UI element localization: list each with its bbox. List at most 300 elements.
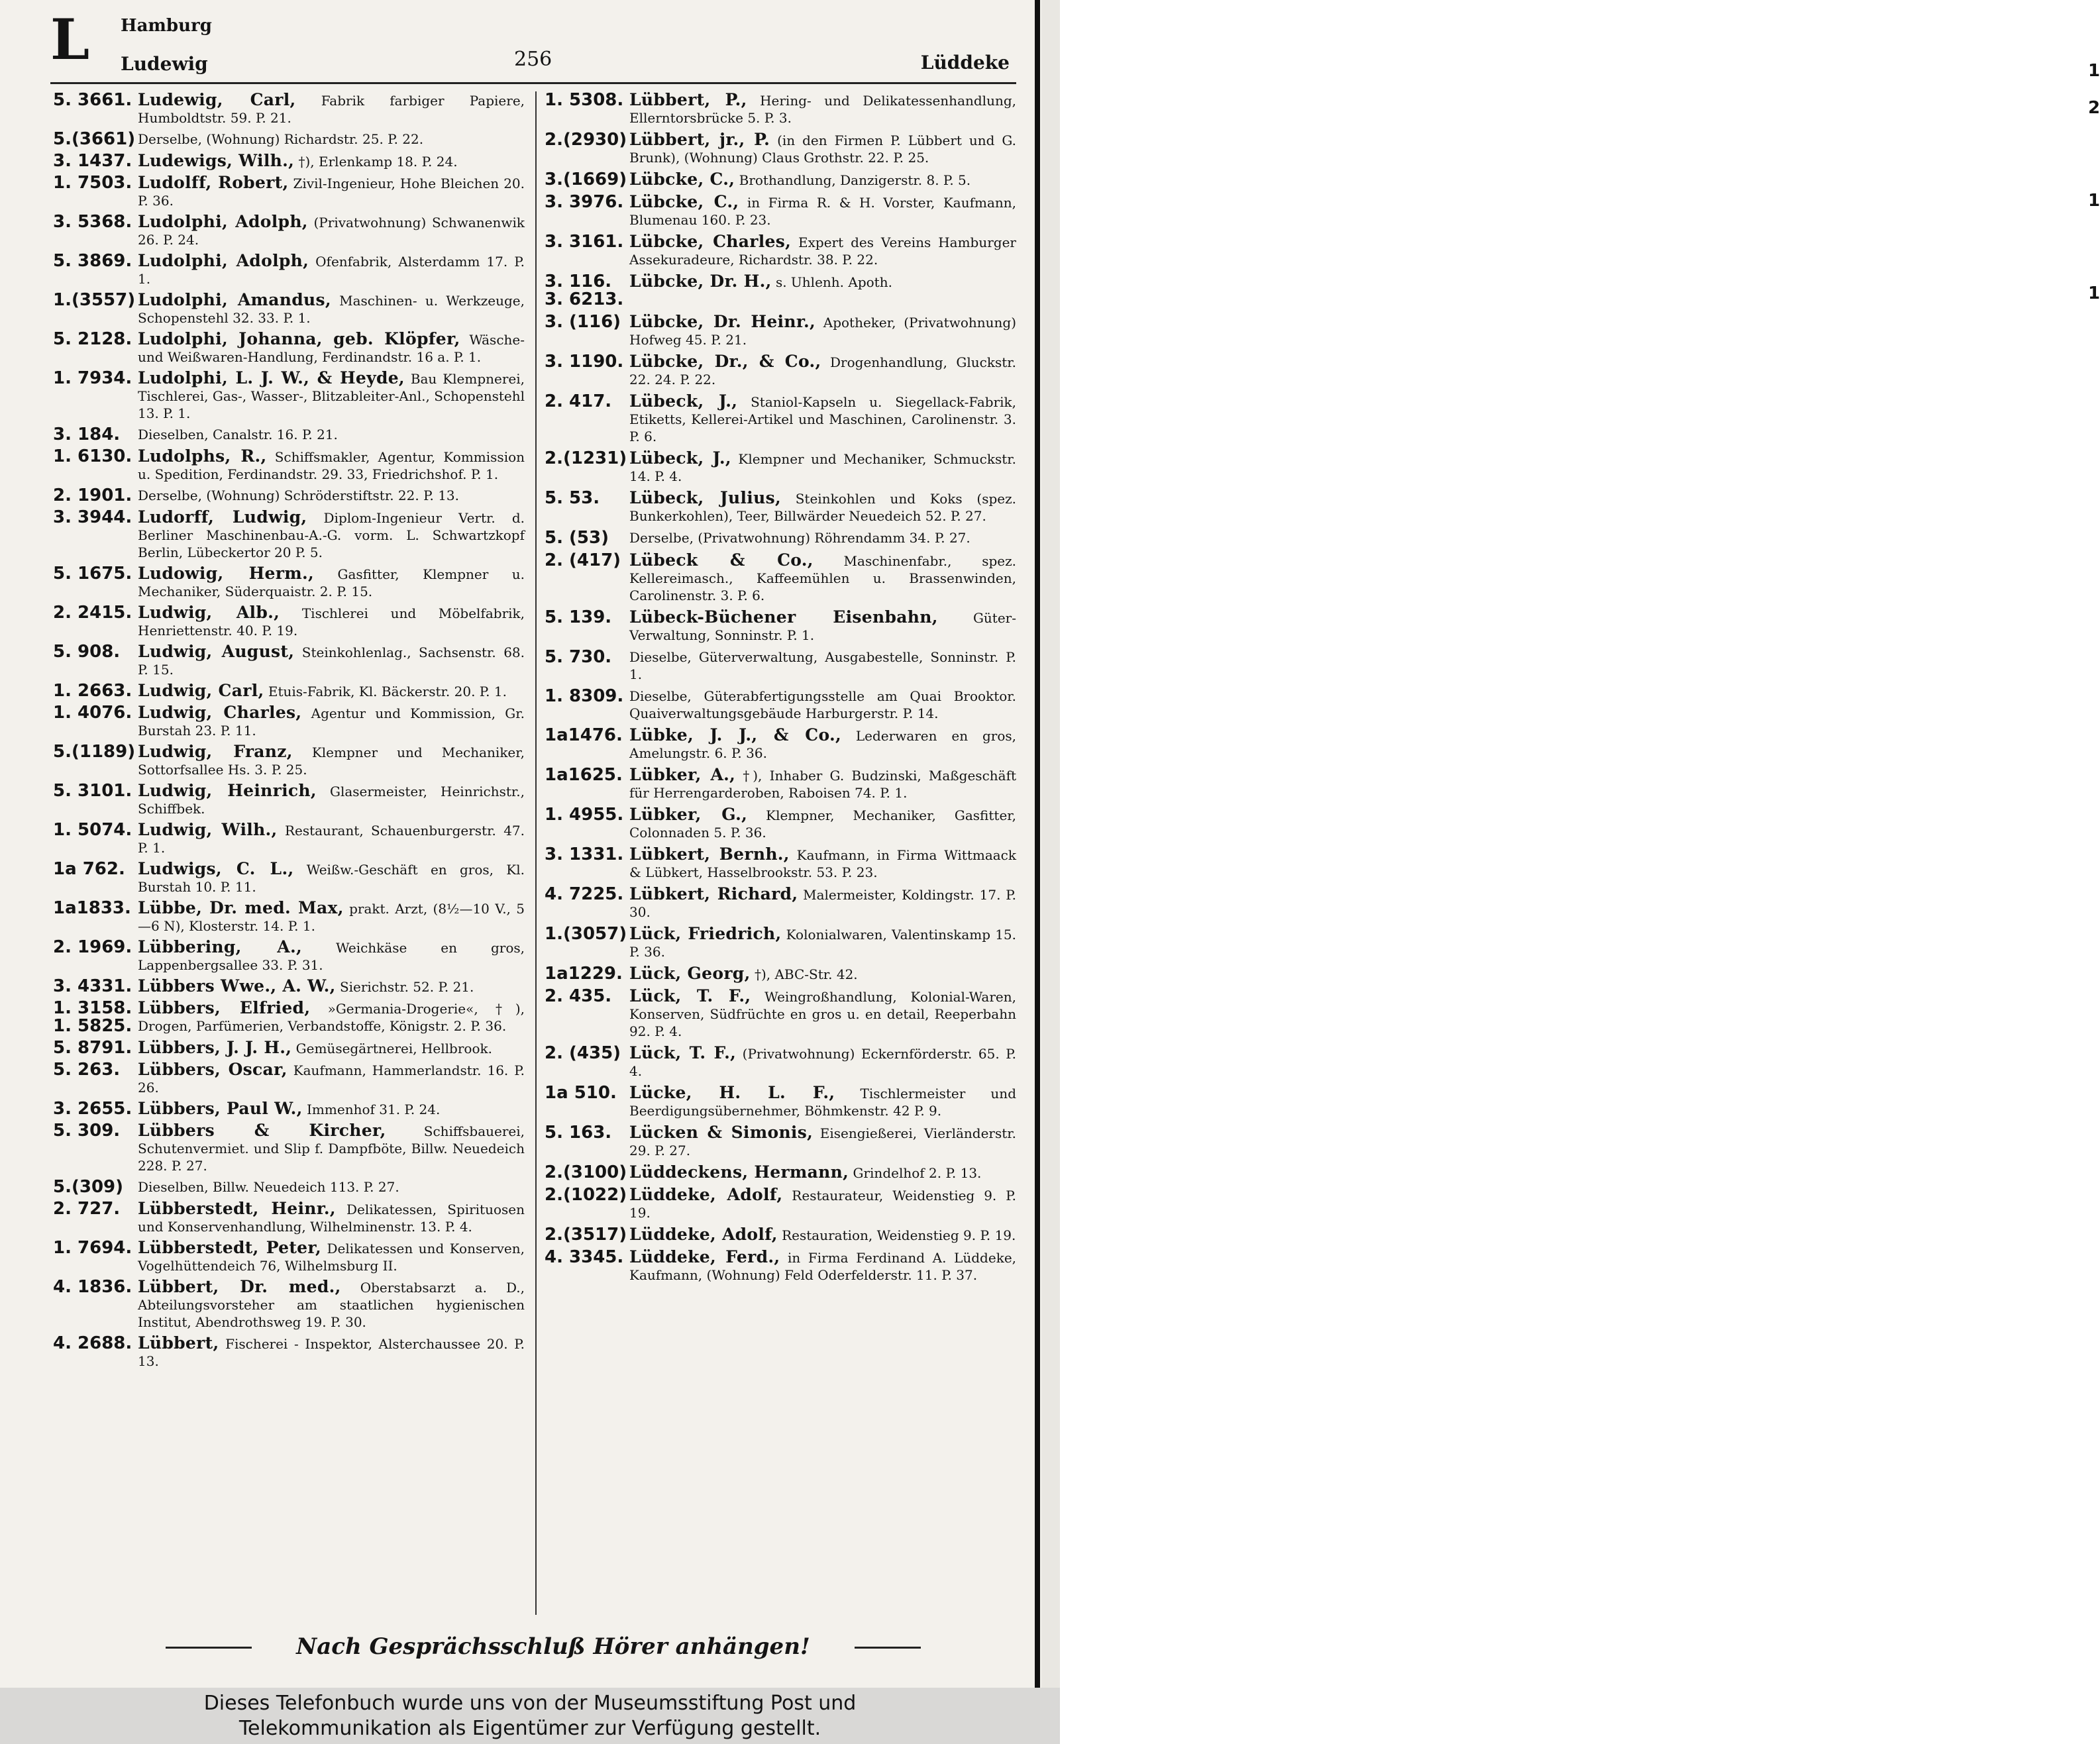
subscriber-details: prakt. Arzt, (8½—10 V., 5—6 N), Klosterstr. 14. P. 1. (138, 901, 525, 934)
phone-number (53, 426, 138, 444)
directory-entry (53, 91, 525, 127)
entry-text (138, 978, 525, 996)
phone-number (545, 193, 629, 211)
phone-number (545, 1045, 629, 1062)
subscriber-name: Lübeck, J., (629, 448, 731, 468)
entry-text (138, 174, 525, 209)
phone-number (545, 1164, 629, 1182)
subscriber-name: Lübker, G., (629, 805, 748, 824)
phone-number (545, 609, 629, 627)
directory-entry (53, 448, 525, 483)
subscriber-name: Lück, Georg, (629, 964, 751, 983)
entry-text (138, 331, 525, 366)
subscriber-details: Derselbe, (Wohnung) Richardstr. 25. P. 22. (138, 131, 424, 147)
directory-entry (545, 1186, 1016, 1221)
phone-number-line: 4. 2688. (53, 1333, 132, 1353)
directory-entry (545, 193, 1016, 229)
phone-number-line: 5.(309) (53, 1177, 124, 1197)
phone-number (545, 273, 629, 309)
subscriber-details: Apotheker, (Privatwohnung) Hofweg 45. P. 21. (629, 315, 1016, 348)
subscriber-details: Derselbe, (Wohnung) Schröderstiftstr. 22. P. 13. (138, 487, 459, 503)
phone-number (545, 91, 629, 109)
entry-text (629, 1249, 1016, 1284)
subscriber-details: Steinkohlen und Koks (spez. Bunkerkohlen), Teer, Billwärder Neuedeich 52. P. 27. (629, 491, 1016, 524)
entry-text (138, 704, 525, 739)
phone-number-line: 1a 762. (53, 859, 125, 879)
directory-entry (53, 509, 525, 561)
phone-number-line: 3. 184. (53, 425, 121, 444)
directory-entry (545, 688, 1016, 722)
directory-entry (53, 821, 525, 856)
entry-text (138, 565, 525, 600)
phone-number (545, 353, 629, 371)
phone-number (545, 727, 629, 744)
subscriber-details: Staniol-Kapseln u. Siegellack-Fabrik, Etiketts, Kellerei-Artikel und Maschinen, Carolinenstr. 3. P. 6. (629, 394, 1016, 444)
phone-number (53, 682, 138, 700)
phone-number (53, 743, 138, 761)
entry-text (629, 91, 1016, 127)
adjacent-page-digit: 1 (2088, 61, 2100, 81)
directory-entry (53, 213, 525, 248)
directory-entry (545, 1045, 1016, 1080)
subscriber-name: Lübbers, Elfried, (138, 998, 311, 1017)
subscriber-name: Lübeck-Büchener Eisenbahn, (629, 607, 938, 627)
directory-entry (545, 171, 1016, 189)
phone-number (545, 1124, 629, 1142)
entry-text (138, 370, 525, 422)
entry-text (629, 1226, 1016, 1244)
entry-text (138, 213, 525, 248)
subscriber-details: (Privatwohnung) Schwanenwik 26. P. 24. (138, 215, 525, 248)
phone-number-line: 2. 727. (53, 1199, 121, 1219)
phone-number-line: 1. 7694. (53, 1238, 132, 1258)
subscriber-name: Lübcke, Dr. H., (629, 272, 772, 291)
phone-number (53, 782, 138, 800)
entry-text (138, 291, 525, 327)
phone-number-line: 2. 1901. (53, 486, 132, 505)
subscriber-name: Ludolphi, Amandus, (138, 290, 331, 309)
directory-entry (53, 1061, 525, 1096)
phone-number-line: 3. 6213. (545, 289, 624, 309)
phone-number-line: 3. (116) (545, 312, 621, 332)
entry-text (138, 152, 525, 170)
city-name: Hamburg (121, 16, 212, 36)
phone-number-line: 2.(1231) (545, 448, 627, 468)
entry-text (629, 393, 1016, 445)
directory-entry (53, 331, 525, 366)
phone-number (53, 174, 138, 192)
directory-entry (53, 939, 525, 974)
directory-entry (53, 426, 525, 444)
subscriber-details: Glasermeister, Heinrichstr., Schiffbek. (138, 784, 525, 817)
phone-number (53, 213, 138, 231)
phone-number-line: 3.(1669) (545, 170, 627, 189)
directory-entry (545, 886, 1016, 921)
directory-entry (53, 291, 525, 327)
entry-text (629, 1124, 1016, 1159)
subscriber-name: Lübeck, J., (629, 391, 738, 411)
phone-number (53, 331, 138, 348)
entry-text (629, 886, 1016, 921)
directory-entry (53, 152, 525, 170)
subscriber-details: Hering- und Delikatessenhandlung, Ellerntorsbrücke 5. P. 3. (629, 93, 1016, 126)
subscriber-details: Dieselbe, Güterabfertigungsstelle am Quai Brooktor. Quaiverwaltungsgebäude Harburgerstr. P. 14. (629, 688, 1016, 721)
entry-text (629, 965, 1016, 983)
entry-text (629, 648, 1016, 683)
phone-number (545, 233, 629, 251)
entry-text (138, 1278, 525, 1331)
phone-number (53, 1178, 138, 1196)
phone-number-line: 2. (435) (545, 1043, 621, 1063)
phone-number (545, 688, 629, 705)
phone-number (53, 487, 138, 505)
subscriber-details: Tischlerei und Möbelfabrik, Henriettenstr. 40. P. 19. (138, 605, 525, 639)
phone-number-line: 1.(3557) (53, 290, 136, 310)
directory-entry (545, 806, 1016, 841)
directory-entry (53, 1000, 525, 1035)
phone-number-line: 5.(1189) (53, 742, 136, 762)
directory-entry (545, 965, 1016, 983)
phone-number (545, 552, 629, 570)
last-entry-name: Lüddeke (920, 52, 1010, 74)
subscriber-name: Lübkert, Richard, (629, 884, 798, 903)
subscriber-name: Lübberstedt, Heinr., (138, 1199, 336, 1218)
phone-number-line: 5. 3661. (53, 90, 132, 110)
entry-text (629, 988, 1016, 1040)
phone-number (545, 313, 629, 331)
phone-number (53, 643, 138, 661)
directory-entry (545, 552, 1016, 604)
directory-entry (53, 1122, 525, 1174)
entry-text (629, 609, 1016, 644)
directory-entry (53, 704, 525, 739)
entry-text (629, 273, 1016, 291)
entry-text (138, 130, 525, 148)
phone-number (53, 1278, 138, 1296)
phone-number-line: 1. 8309. (545, 686, 624, 706)
subscriber-details: Klempner und Mechaniker, Sottorfsallee Hs. 3. P. 25. (138, 744, 525, 778)
subscriber-name: Ludolphs, R., (138, 446, 267, 466)
entry-text (138, 682, 525, 700)
phone-number (53, 1039, 138, 1057)
subscriber-details: Weißw.-Geschäft en gros, Kl. Burstah 10. P. 11. (138, 862, 525, 895)
subscriber-details: Oberstabsarzt a. D., Abteilungsvorsteher am staatlichen hygienischen Institut, Abendrothsweg 19. P. 30. (138, 1280, 525, 1330)
entry-text (138, 1122, 525, 1174)
subscriber-details: Wäsche- und Weißwaren-Handlung, Ferdinandstr. 16 a. P. 1. (138, 332, 525, 365)
entry-text (629, 529, 1016, 546)
entry-text (138, 448, 525, 483)
phone-number-line: 1. 5308. (545, 90, 624, 110)
directory-entry (545, 1164, 1016, 1182)
footer-notice: Nach Gesprächsschluß Hörer anhängen! (296, 1633, 810, 1660)
entry-text (138, 1200, 525, 1235)
directory-entry (545, 273, 1016, 309)
directory-entry (545, 233, 1016, 268)
phone-number (545, 529, 629, 547)
entry-text (138, 1100, 525, 1118)
directory-entry (53, 1335, 525, 1370)
phone-number-line: 5. (53) (545, 528, 609, 548)
subscriber-name: Ludewigs, Wilh., (138, 151, 295, 170)
adjacent-page-digit: 1 (2088, 191, 2100, 211)
subscriber-name: Lüddeke, Adolf, (629, 1185, 783, 1204)
phone-number-line: 5. 309. (53, 1121, 121, 1141)
adjacent-page-digit: 2 (2088, 98, 2100, 118)
phone-number-line: 1a1229. (545, 964, 623, 984)
page-number: 256 (514, 48, 552, 71)
phone-number (545, 846, 629, 864)
phone-number-line: 2. 2415. (53, 603, 132, 623)
subscriber-name: Ludwig, Heinrich, (138, 781, 317, 800)
subscriber-details: Restauration, Weidenstieg 9. P. 19. (782, 1227, 1016, 1243)
credit-text (0, 1691, 1060, 1741)
entry-text (629, 1164, 1016, 1182)
subscriber-details: Klempner und Mechaniker, Schmuckstr. 14. P. 4. (629, 451, 1016, 484)
directory-entry (53, 370, 525, 422)
directory-entry (545, 766, 1016, 801)
subscriber-details: »Germania-Drogerie«, †), Drogen, Parfümerien, Verbandstoffe, Königstr. 2. P. 36. (138, 1001, 525, 1034)
directory-entry (53, 1278, 525, 1331)
phone-number (53, 1200, 138, 1218)
phone-number (53, 1061, 138, 1079)
section-letter: L (50, 7, 90, 72)
subscriber-name: Lübbers, J. J. H., (138, 1038, 292, 1057)
entry-text (629, 193, 1016, 229)
phone-number-line: 1. 7934. (53, 368, 132, 388)
entry-text (629, 489, 1016, 525)
entry-text (629, 450, 1016, 485)
subscriber-name: Lübbe, Dr. med. Max, (138, 898, 344, 917)
subscriber-details: Restaurant, Schauenburgerstr. 47. P. 1. (138, 823, 525, 856)
subscriber-details: s. Uhlenh. Apoth. (775, 274, 892, 290)
entry-text (138, 604, 525, 639)
entry-text (138, 509, 525, 561)
phone-number (545, 450, 629, 468)
directory-entry (545, 91, 1016, 127)
subscriber-name: Lübbert, (138, 1333, 219, 1353)
subscriber-name: Ludwig, August, (138, 642, 295, 661)
entry-text (138, 821, 525, 856)
phone-number-line: 3. 2655. (53, 1099, 132, 1119)
subscriber-details: Malermeister, Koldingstr. 17. P. 30. (629, 887, 1017, 920)
phone-number (53, 152, 138, 170)
phone-number (53, 448, 138, 466)
entry-text (629, 727, 1016, 762)
adjacent-page-digit: 1 (2088, 283, 2100, 303)
directory-entry (545, 1249, 1016, 1284)
phone-number (53, 1335, 138, 1353)
subscriber-name: Lübbers & Kircher, (138, 1121, 386, 1140)
directory-entry (53, 1039, 525, 1057)
subscriber-name: Ludwig, Alb., (138, 603, 280, 622)
entry-text (629, 313, 1016, 348)
phone-number-line: 2.(1022) (545, 1185, 627, 1205)
footer-rule-left (166, 1647, 252, 1649)
entry-text (629, 688, 1016, 722)
phone-number (53, 252, 138, 270)
subscriber-name: Lübeck, Julius, (629, 488, 781, 507)
phone-number-line: 2.(3517) (545, 1225, 627, 1245)
phone-number-line: 5. 139. (545, 607, 612, 627)
phone-number-line: 2. 417. (545, 391, 612, 411)
subscriber-details: Diplom-Ingenieur Vertr. d. Berliner Maschinenbau-A.-G. vorm. L. Schwartzkopf Berlin, Lübeckertor 20 P. 5. (138, 510, 525, 560)
entry-text (138, 1335, 525, 1370)
directory-entry (545, 1226, 1016, 1244)
subscriber-details: Steinkohlenlag., Sachsenstr. 68. P. 15. (138, 644, 525, 678)
phone-number-line: 1. 5825. (53, 1016, 132, 1036)
credit-line-2: Telekommunikation als Eigentümer zur Verfügung gestellt. (238, 1717, 821, 1740)
subscriber-details: Ofenfabrik, Alsterdamm 17. P. 1. (138, 254, 525, 287)
directory-entry (53, 899, 525, 935)
directory-entry (545, 450, 1016, 485)
subscriber-details: Agentur und Kommission, Gr. Burstah 23. P. 11. (138, 705, 525, 739)
directory-entry (545, 648, 1016, 683)
entry-text (138, 91, 525, 127)
phone-number (545, 648, 629, 666)
subscriber-name: Ludolphi, L. J. W., & Heyde, (138, 368, 405, 387)
subscriber-name: Lübcke, Charles, (629, 232, 792, 251)
entry-text (629, 925, 1016, 960)
phone-number (53, 1122, 138, 1140)
directory-entry (545, 353, 1016, 388)
phone-number (53, 130, 138, 148)
directory-entry (53, 643, 525, 678)
directory-entry (53, 682, 525, 700)
entry-text (138, 1000, 525, 1035)
subscriber-details: Lederwaren en gros, Amelungstr. 6. P. 36. (629, 728, 1017, 761)
phone-number-line: 5. 53. (545, 488, 600, 508)
directory-entry (53, 1200, 525, 1235)
phone-number-line: 3. 1331. (545, 845, 624, 864)
directory-entry (545, 727, 1016, 762)
directory-entry (53, 743, 525, 778)
subscriber-details: Maschinenfabr., spez. Kellereimasch., Kaffeemühlen u. Brassenwinden, Carolinenstr. 3. P. 6. (629, 553, 1017, 603)
phone-number-line: 5.(3661) (53, 129, 136, 149)
phone-number-line: 4. 7225. (545, 884, 624, 904)
subscriber-name: Lübke, J. J., & Co., (629, 725, 842, 744)
phone-number-line: 3. 4331. (53, 976, 132, 996)
subscriber-details: Drogenhandlung, Gluckstr. 22. 24. P. 22. (629, 354, 1017, 387)
phone-number (53, 370, 138, 387)
subscriber-name: Lübcke, C., (629, 192, 739, 211)
phone-number-line: 1a1833. (53, 898, 131, 918)
phone-number-line: 5. 2128. (53, 329, 132, 349)
subscriber-details: Kaufmann, Hammerlandstr. 16. P. 26. (138, 1062, 525, 1096)
directory-entry (545, 609, 1016, 644)
subscriber-details: †), Erlenkamp 18. P. 24. (298, 154, 458, 170)
phone-number-line: 3. 3161. (545, 232, 624, 252)
subscriber-details: Güter-Verwaltung, Sonninstr. P. 1. (629, 610, 1016, 643)
directory-entry (53, 252, 525, 287)
phone-number (545, 489, 629, 507)
entry-text (138, 860, 525, 896)
phone-number-line: 1a1625. (545, 765, 623, 785)
directory-entry (545, 489, 1016, 525)
phone-number-line: 1. 3158. (53, 998, 132, 1018)
directory-entry (545, 1124, 1016, 1159)
subscriber-name: Lübbers Wwe., A. W., (138, 976, 336, 996)
subscriber-details: Fischerei - Inspektor, Alsterchaussee 20. P. 13. (138, 1336, 525, 1369)
directory-entry (53, 782, 525, 817)
subscriber-details: Weichkäse en gros, Lappenbergsallee 33. P. 31. (138, 940, 525, 973)
subscriber-name: Ludowig, Herm., (138, 564, 314, 583)
phone-number-line: 4. 3345. (545, 1247, 624, 1267)
directory-entry (53, 487, 525, 505)
subscriber-details: Dieselbe, Güterverwaltung, Ausgabestelle, Sonninstr. P. 1. (629, 649, 1016, 682)
entry-text (629, 766, 1016, 801)
phone-number-line: 4. 1836. (53, 1277, 132, 1297)
entry-text (138, 782, 525, 817)
directory-entry (53, 860, 525, 896)
phone-number-line: 2. (417) (545, 550, 621, 570)
subscriber-name: Lübbers, Oscar, (138, 1060, 288, 1079)
subscriber-details: Kaufmann, in Firma Wittmaack & Lübkert, Hasselbrookstr. 53. P. 23. (629, 847, 1017, 880)
entry-text (629, 233, 1016, 268)
phone-number (545, 806, 629, 824)
phone-number (53, 899, 138, 917)
phone-number (53, 978, 138, 996)
phone-number-line: 1. 4076. (53, 703, 132, 723)
entry-text (629, 353, 1016, 388)
phone-number (545, 886, 629, 903)
header-rule (50, 82, 1016, 84)
directory-entry (53, 978, 525, 996)
directory-entry (545, 925, 1016, 960)
directory-entry (545, 1084, 1016, 1119)
entry-text (629, 1186, 1016, 1221)
subscriber-details: Grindelhof 2. P. 13. (853, 1165, 982, 1181)
subscriber-details: in Firma Ferdinand A. Lüddeke, Kaufmann, (Wohnung) Feld Oderfelderstr. 11. P. 37. (629, 1250, 1017, 1283)
subscriber-details: Delikatessen, Spirituosen und Konservenhandlung, Wilhelminenstr. 13. P. 4. (138, 1202, 525, 1235)
entry-text (138, 487, 525, 504)
phone-number-line: 3. 1190. (545, 352, 624, 372)
entry-text (138, 743, 525, 778)
phone-number (53, 91, 138, 109)
phone-number (53, 291, 138, 309)
subscriber-details: Derselbe, (Privatwohnung) Röhrendamm 34. P. 27. (629, 530, 971, 546)
subscriber-details: Zivil-Ingenieur, Hohe Bleichen 20. P. 36. (138, 176, 525, 209)
phone-number-line: 1.(3057) (545, 924, 627, 944)
phone-number (53, 1100, 138, 1118)
directory-entry (53, 565, 525, 600)
subscriber-details: (Privatwohnung) Eckernförderstr. 65. P. 4. (629, 1046, 1016, 1079)
entry-text (629, 1045, 1016, 1080)
phone-number-line: 1a1476. (545, 725, 623, 745)
phone-number (53, 860, 138, 878)
subscriber-name: Ludolphi, Adolph, (138, 251, 309, 270)
entry-text (138, 426, 525, 443)
subscriber-name: Ludewig, Carl, (138, 90, 296, 109)
subscriber-details: (in den Firmen P. Lübbert und G. Brunk), (Wohnung) Claus Grothstr. 22. P. 25. (629, 132, 1016, 166)
subscriber-name: Lübbering, A., (138, 937, 302, 956)
subscriber-details: Schiffsmakler, Agentur, Kommission u. Spedition, Ferdinandstr. 29. 33, Friedrichshof. P. 1. (138, 449, 525, 482)
subscriber-name: Lück, T. F., (629, 1043, 737, 1062)
left-column (53, 91, 525, 1370)
phone-number-line: 5. 3869. (53, 251, 132, 271)
entry-text (629, 171, 1016, 189)
subscriber-name: Lübkert, Bernh., (629, 845, 790, 864)
phone-number (545, 1084, 629, 1102)
subscriber-details: Eisengießerei, Vierländerstr. 29. P. 27. (629, 1125, 1017, 1158)
subscriber-details: Tischlermeister und Beerdigungsübernehmer, Böhmkenstr. 42 P. 9. (629, 1086, 1016, 1119)
phone-number-line: 5. 263. (53, 1060, 121, 1080)
subscriber-details: Immenhof 31. P. 24. (307, 1102, 441, 1117)
phone-number (545, 131, 629, 149)
directory-entry (545, 393, 1016, 445)
subscriber-name: Lübbert, jr., P. (629, 130, 770, 149)
right-column (545, 91, 1016, 1284)
subscriber-details: Weingroßhandlung, Kolonial-Waren, Konserven, Südfrüchte en gros u. en detail, Reeperbahn 92. P. 4. (629, 989, 1016, 1039)
